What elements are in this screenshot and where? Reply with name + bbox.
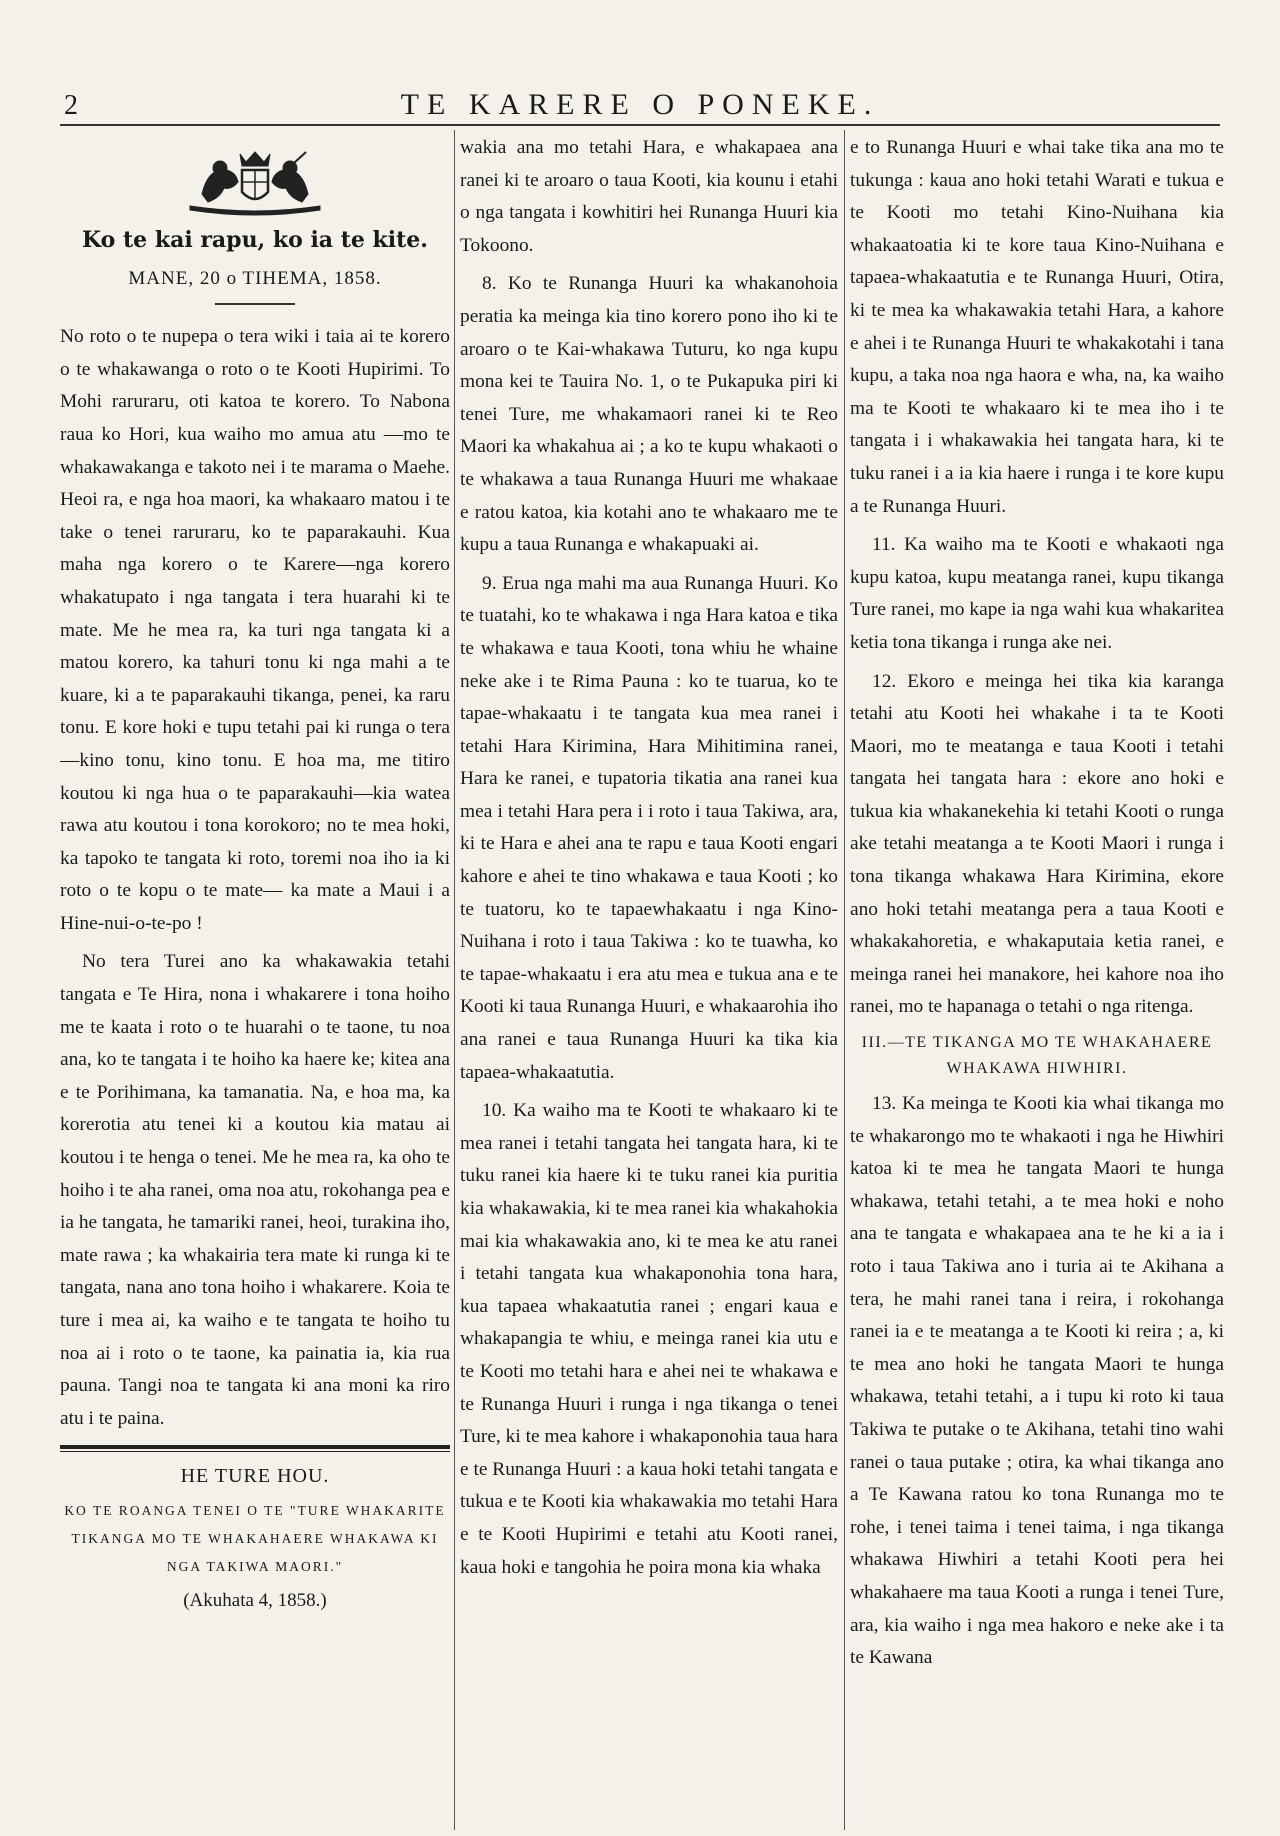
divider xyxy=(215,303,295,305)
article-paragraph: 9. Erua nga mahi ma aua Runanga Huuri. Ko te tuatahi, ko te whakawa i nga Hara katoa e tika te whakawa e taua Kooti, tona whiu he whaine neke ake i te Rima Pauna : ko te tuarua, ko te tapae-whakaatu i te tangata kua mea ranei i tetahi Hara Kirimina, Hara Mihitimina ranei, Hara ke ranei, e tupatoria tikatia ana ranei kua mea i tetahi Hara pera i i roto i taua Takiwa, ara, ki te Hara e ahei ana te rapu e taua Kooti engari kahore e ahei te tino whakawa e taua Kooti ; ko te tuatoru, ko te tapaewhakaatu i nga Kino-Nuihana i roto i taua Takiwa : ko te tuawha, ko te tapae-whakaatu i era atu mea e tukua ana e te Kooti ki taua Runanga Huuri, e whakaarohia iho ana ranei e taua Runanga Huuri ka tika kia tapaea-whakaatutia. xyxy=(460,572,838,1083)
article-paragraph: 10. Ka waiho ma te Kooti te whakaaro ki te mea ranei i tetahi tangata hei tangata hara, ki te tuku ranei kia haere ki te tuku ranei kia puritia kia whakawakia, ki te mea ranei kia whakahokia mai kia whakawakia ano, ki te mea ke atu ranei i tetahi tangata kua whakaponohia tona hara, kua tapaea whakaatutia ranei ; engari kaua e whakapangia te whiu, e meinga ranei kia utu e te Kooti mo tetahi hara e ahei nei te whakawa e te Runanga Huuri i runga i nga tikanga o tenei Ture, ki te mea kahore i whakaponohia taua hara e te Runanga Huuri : a kaua hoki tetahi tangata e tukua e te Kooti kia whakawakia mo tetahi Hara e te Kooti Hupirimi e tetahi atu Kooti ranei, kaua hoki e tangohia he poira mona kia whaka xyxy=(460,1100,838,1578)
article-paragraph: 12. Ekoro e meinga hei tika kia karanga tetahi atu Kooti hei whakahe i ta te Kooti Maori, mo te meatanga e taua Kooti i tetahi tangata hei tangata hara : ekore ano hoki e tukua kia whakanekehia ki tetahi Kooti o runga ake tetahi meatanga a te Kooti Maori i runga i tona tikanga whakawa Hara Kirimina, ekore ano hoki tetahi meatanga pera a taua Kooti e whakakahoretia, e whakaputaia ketia ranei, e meinga ranei hei manakore, hei kahore noa iho ranei, mo te hapanaga o tetahi o nga ritenga. xyxy=(850,670,1224,1018)
law-date: (Akuhata 4, 1858.) xyxy=(183,1589,327,1611)
section-heading: III.—TE TIKANGA MO TE WHAKAHAERE WHAKAWA HIWHIRI. xyxy=(861,1034,1213,1078)
article-paragraph: No tera Turei ano ka whakawakia tetahi tangata e Te Hira, nona i whakarere i tona hoiho me te kaata i roto o te huarahi o te taone, tu noa ana, ko te tangata i te hoiho ka haere ke; kitea ana e te Porihimana, ka tamanatia. Na, e hoa ma, ka korerotia atu tenei ki a koutou kia matau ai koutou i te henga o tenei. Me he mea ra, ka oho te hoiho i te aha ranei, oma noa atu, rokohanga pea e ia he tangata, he tamariki ranei, heoi, turakina iho, mate rawa ; ka whakairia tera mate ki runga ki te tangata, nana ano tona hoiho i whakarere. Koia te ture i mea ai, ka waiho e te tangata te hoiho tu noa ai i roto o te taone, ka painatia ia, kia rua pauna. Tangi noa te tangata ki ana moni ka riro atu i te paina. xyxy=(60,951,450,1429)
law-heading: HE TURE HOU. xyxy=(180,1465,330,1488)
law-subtitle: KO TE ROANGA TENEI O TE "TURE WHAKARITE TIKANGA MO TE WHAKAHAERE WHAKAWA KI NGA TAKIWA MAORI." xyxy=(64,1502,446,1574)
page-header xyxy=(60,86,1220,126)
masthead-title: TE KARERE O PONEKE. xyxy=(400,88,880,121)
article-paragraph: 11. Ka waiho ma te Kooti e whakaoti nga kupu katoa, kupu meatanga ranei, kupu tikanga Ture ranei, mo kape ia nga wahi kua whakaritea ketia tona tikanga i runga ake nei. xyxy=(850,534,1224,653)
divider xyxy=(60,1451,450,1452)
column-divider xyxy=(844,130,845,1830)
divider xyxy=(60,1445,450,1449)
motto: Ko te kai rapu, ko ia te kite. xyxy=(82,227,428,253)
royal-coat-of-arms-icon xyxy=(160,148,350,218)
column-divider xyxy=(454,130,455,1830)
article-paragraph: 13. Ka meinga te Kooti kia whai tikanga mo te whakarongo mo te whakaoti i nga he Hiwhiri katoa ki te mea he tangata Maori te hunga whakawa, tetahi tetahi, a te mea hoki e noho ana te tangata e whakapaea ana te he ki a ia i roto i taua Takiwa ano i turia ai te Akihana a tera, he mahi ranei tana i reira, i rokohanga ranei ia e te meatanga a te Kooti ki reira ; a, ki te mea ano hoki he tangata Maori te hunga whakawa, tetahi tetahi, a i tupu ki roto ki taua Takiwa te putake o te Akihana, tetahi tino wahi ranei o taua putake ; otira, ka whai tikanga ano a Te Kawana ratou ko tona Runanga mo te rohe, i tenei taima i tenei taima, i nga tikanga whakawa Hiwhiri a tetahi Kooti pera hei whakahaere ma taua Kooti a runga i tenei Ture, ara, kia waiho i nga mea hakoro e neke ake i ta te Kawana xyxy=(850,1093,1224,1669)
article-paragraph: e to Runanga Huuri e whai take tika ana mo te tukunga : kaua ano hoki tetahi Warati e tukua e te Kooti mo tetahi Kino-Nuihana kia whakaatoatia ki te kore taua Kino-Nuihana e tapaea-whakaatutia e te Runanga Huuri, Otira, ki te mea ka whakawakia tetahi Hara, a kahore e ahei i te Runanga Huuri te whakakotahi i tana kupu, a taka noa nga haora e wha, na, ka waiho ma te Kooti te whakaaro ki te mea iho i te tangata i i whakawakia hei tangata hara, ki te tuku ranei i a ia kia haere i runga i te kore kupu a te Runanga Huuri. xyxy=(850,137,1224,517)
article-paragraph: 8. Ko te Runanga Huuri ka whakanohoia peratia ka meinga kia tino korero pono iho ki te aroaro o te Kai-whakawa Tuturu, ko nga kupu mona kei te Tauira No. 1, o te Pukapuka piri ki tenei Ture, me whakamaori ranei ki te Reo Maori ka whakahua ai ; a ko te kupu whakaoti o te whakawa a taua Runanga Huuri me whakaae e ratou katoa, kia kotahi ano te whakaaro me te kupu a taua Runanga e whakapuaki ai. xyxy=(460,273,838,556)
page-number: 2 xyxy=(64,90,78,121)
column-1 xyxy=(60,132,450,1832)
column-3 xyxy=(850,132,1224,1832)
header-rule xyxy=(60,124,1220,126)
dateline: MANE, 20 o TIHEMA, 1858. xyxy=(128,267,382,289)
article-paragraph: No roto o te nupepa o tera wiki i taia ai te korero o te whakawanga o roto o te Kooti Hupirimi. To Mohi raruraru, oti katoa te korero. To Nabona raua ko Hori, kua waiho mo amua atu —mo te whakawakanga e takoto nei i te marama o Maehe. Heoi ra, e nga hoa maori, ka whakaaro matou i te take o tenei raruraru, ko te paparakauhi. Kua maha nga korero o te Karere—nga korero whakatupato i nga tangata i tera huarahi ki te mate. Me he mea ra, ka turi nga tangata ki a matou korero, ka tahuri tonu ki nga mahi a te kuare, ki a te paparakauhi tikanga, penei, ka raru tonu. E kore hoki e tupu tetahi pai ki runga o tera —kino tonu, kino tonu. E hoa ma, me titiro koutou ki nga hua o te paparakauhi—kia watea rawa atu koutou i tona korokoro; no te mea hoki, ka tapoko te tangata ki roto, toremi noa iho ia ki roto o te kopu o te mate— ka mate a Maui i a Hine-nui-o-te-po ! xyxy=(60,326,450,934)
column-2 xyxy=(460,132,838,1832)
article-paragraph: wakia ana mo tetahi Hara, e whakapaea ana ranei ki te aroaro o taua Kooti, kia kounu i etahi o nga tangata i kowhitiri hei Runanga Huuri kia Tokoono. xyxy=(460,137,838,256)
